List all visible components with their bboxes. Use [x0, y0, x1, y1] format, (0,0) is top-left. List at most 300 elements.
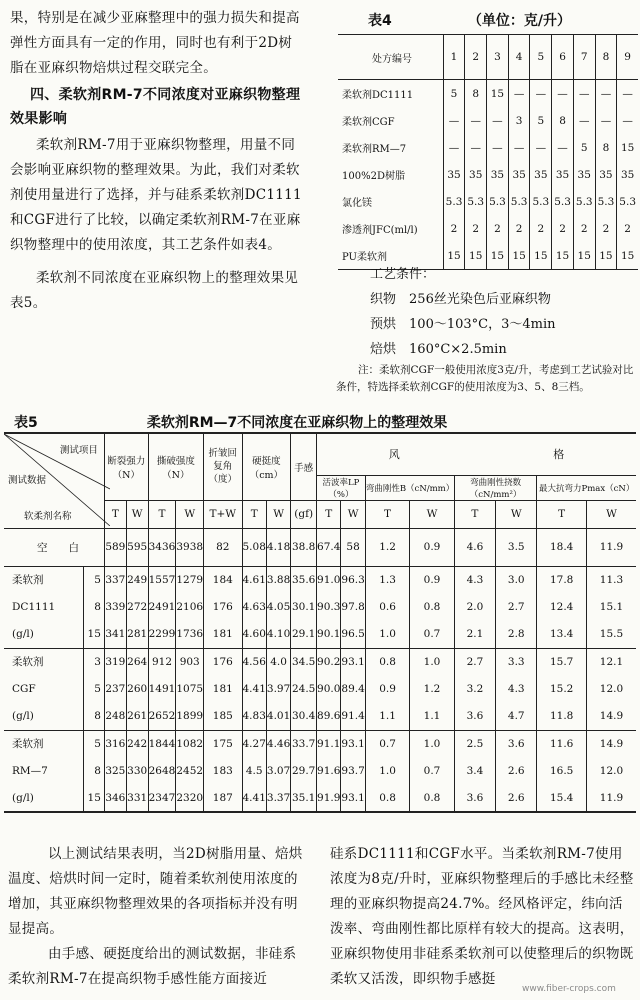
table5-cell: 3.88	[266, 566, 290, 593]
table4-cell: 2	[573, 215, 595, 242]
left-column-top	[10, 6, 302, 316]
table4-column-header: 4	[508, 35, 530, 80]
table5-cell: 0.8	[410, 593, 454, 620]
table4-cell: 35	[595, 161, 617, 188]
bottom-right-column	[330, 842, 634, 992]
table5-cell: 4.01	[266, 702, 290, 730]
table5-cell: 11.8	[537, 702, 587, 730]
table5-cell: 11.6	[537, 730, 587, 757]
table4-cell: 2	[617, 215, 638, 242]
table4-cell: —	[595, 107, 617, 134]
table4-cell: —	[465, 107, 487, 134]
table5-cell: 346	[104, 784, 126, 812]
table4-cell: 3	[508, 107, 530, 134]
prebake-label: 预烘	[370, 317, 397, 332]
table4-column-header: 2	[465, 35, 487, 80]
table5-cell: 2.6	[496, 784, 537, 812]
bottom-left-column	[8, 842, 308, 992]
table5-cell: 260	[126, 675, 148, 702]
process-row-prebake	[370, 312, 630, 337]
table4-cell: —	[573, 80, 595, 108]
table5-cell: 1.1	[365, 702, 409, 730]
col-hand: 手感	[291, 433, 317, 500]
table5-cell: 181	[204, 620, 242, 648]
table5-cell: 3.5	[496, 528, 537, 566]
table5-corner	[4, 433, 104, 528]
table5-cell: 4.27	[242, 730, 266, 757]
th-w: W	[496, 500, 537, 528]
table4-cell: 35	[443, 161, 465, 188]
table5-cell: 0.7	[365, 730, 409, 757]
table5-cell: 15.4	[537, 784, 587, 812]
table5-cell: 4.41	[242, 784, 266, 812]
table5-cell: 0.7	[410, 620, 454, 648]
paragraph: 由手感、硬挺度给出的测试数据，非硅系柔软剂RM-7在提高织物手感性能方面接近	[8, 946, 297, 987]
table4-row	[338, 80, 638, 108]
table5-cell: 1557	[148, 566, 176, 593]
table4-cell: 15	[508, 242, 530, 270]
table5-cell: 1279	[176, 566, 204, 593]
table5-cell: 15.7	[537, 648, 587, 675]
table5-cell: 1.2	[410, 675, 454, 702]
table5-cell: 91.6	[317, 757, 341, 784]
process-conditions	[370, 262, 630, 362]
table4-cell: —	[443, 134, 465, 161]
table5-cell: 341	[104, 620, 126, 648]
table4-row-label: 柔软剂CGF	[342, 117, 395, 128]
table5-softener-name: 柔软剂	[4, 566, 83, 593]
process-row-fabric	[370, 287, 630, 312]
table4-cell: 15	[617, 242, 638, 270]
table5-cell: 97.8	[341, 593, 365, 620]
table5-cell: 319	[104, 648, 126, 675]
table5-cell: 11.3	[586, 566, 636, 593]
table4-cell: —	[552, 80, 574, 108]
table5-cell: 93.1	[341, 784, 365, 812]
table4-cell: 15	[443, 242, 465, 270]
table4-cell: 15	[465, 242, 487, 270]
table5-cell: 237	[104, 675, 126, 702]
table4-cell: 15	[617, 134, 638, 161]
table5-softener-name: 柔软剂	[4, 730, 83, 757]
prebake-value: 100～103°C，3～4min	[409, 317, 556, 332]
table5-cell: 4.7	[496, 702, 537, 730]
table4-column-header: 9	[617, 35, 638, 80]
table4-cell: —	[465, 134, 487, 161]
table4-cell: —	[552, 134, 574, 161]
table5-cell: 35.1	[291, 784, 317, 812]
table5-cell: 183	[204, 757, 242, 784]
table5-cell: 242	[126, 730, 148, 757]
table5-cell: 1.0	[410, 648, 454, 675]
table5-cell: 3.6	[454, 784, 495, 812]
table5-row	[4, 730, 636, 757]
table5-cell: 2320	[176, 784, 204, 812]
table4-cell: —	[595, 80, 617, 108]
table5-cell: 16.5	[537, 757, 587, 784]
table4-cell: 5	[443, 80, 465, 108]
table5-cell: 1.0	[365, 757, 409, 784]
table5-cell: 91.0	[317, 566, 341, 593]
corner-mid: 测试数据	[8, 475, 47, 486]
table4-row-label: PU柔软剂	[338, 242, 443, 270]
table4-header-label: 处方编号	[338, 35, 443, 80]
table5-cell: 3.4	[454, 757, 495, 784]
col-tensile: 断裂强力（N）	[104, 433, 148, 500]
table4-column-header: 6	[552, 35, 574, 80]
table5-cell: 91.1	[317, 730, 341, 757]
fabric-label: 织物	[370, 292, 397, 307]
th-w: W	[410, 500, 454, 528]
table5-cell: 1736	[176, 620, 204, 648]
table5-cell: 89.6	[317, 702, 341, 730]
table5-cell: 325	[104, 757, 126, 784]
crease-label: 折皱回复角	[208, 448, 238, 473]
fabric-value: 256丝光染色后亚麻织物	[409, 292, 551, 307]
table4-cell: 2	[443, 215, 465, 242]
table4-note: 注：柔软剂CGF一般使用浓度3克/升，考虑到工艺试验对比条件，特选择柔软剂CGF的使用浓度为3、5、8三档。	[336, 364, 634, 393]
table5-cell: 903	[176, 648, 204, 675]
table5-cell: 2347	[148, 784, 176, 812]
table5-row	[4, 620, 636, 648]
table5-cell: 2.7	[454, 648, 495, 675]
table4-header-row	[338, 35, 638, 80]
table4-column-header: 3	[487, 35, 509, 80]
th-w: W	[126, 500, 148, 528]
table5-cell: 33.7	[291, 730, 317, 757]
table5-cell: 2106	[176, 593, 204, 620]
corner-bottom: 软柔剂名称	[24, 511, 72, 522]
table5-cell: 331	[126, 784, 148, 812]
table4-cell: 8	[595, 134, 617, 161]
table5-cell: 339	[104, 593, 126, 620]
table5-cell: 1.1	[410, 702, 454, 730]
table5-cell: 93.1	[341, 730, 365, 757]
table5-cell: 12.4	[537, 593, 587, 620]
table5-cell: 90.0	[317, 675, 341, 702]
table5-cell: 4.3	[454, 566, 495, 593]
table4-cell: 15	[573, 242, 595, 270]
table5-cell: 261	[126, 702, 148, 730]
table5-cell: 12.0	[586, 675, 636, 702]
section-heading: 四、柔软剂RM-7不同浓度对亚麻织物整理效果影响	[10, 87, 301, 127]
table4-row-label: 氯化镁	[342, 198, 372, 209]
table4-cell: 5.3	[443, 188, 465, 215]
table4-cell: 35	[573, 161, 595, 188]
table5-cell: 248	[104, 702, 126, 730]
table4-cell: 15	[487, 242, 509, 270]
table5-cell: 0.8	[365, 784, 409, 812]
table4-cell: 35	[487, 161, 509, 188]
table4-cell: 5.3	[552, 188, 574, 215]
table5-cell: 11.9	[586, 528, 636, 566]
col-tear: 撕破强度（N）	[148, 433, 203, 500]
table5-row	[4, 528, 636, 566]
watermark: www.fiber-crops.com	[522, 984, 616, 994]
table5-cell: 4.10	[266, 620, 290, 648]
table5-softener-name: (g/l)	[4, 702, 83, 730]
table4-row	[338, 188, 638, 215]
table4-cell: —	[617, 107, 638, 134]
table5-cell: 82	[204, 528, 242, 566]
table4-cell: —	[508, 80, 530, 108]
table5-cell: 30.4	[291, 702, 317, 730]
table4-cell: 35	[465, 161, 487, 188]
table5-cell: 176	[204, 593, 242, 620]
table5-concentration: 5	[83, 730, 104, 757]
table5-cell: 93.7	[341, 757, 365, 784]
table5-cell: 0.9	[365, 675, 409, 702]
table4-cell: 2	[530, 215, 552, 242]
table5-cell: 35.6	[291, 566, 317, 593]
th-w: W	[176, 500, 204, 528]
table5-cell: 4.5	[242, 757, 266, 784]
table5-cell: 17.8	[537, 566, 587, 593]
table4-row-label: 柔软剂RM—7	[342, 144, 407, 155]
th-t: T	[537, 500, 587, 528]
table4-cell: 5.3	[595, 188, 617, 215]
table5-cell: 15.2	[537, 675, 587, 702]
table5-title: 柔软剂RM—7不同浓度在亚麻织物上的整理效果	[146, 415, 448, 431]
paragraph: 果，特别是在减少亚麻整理中的强力损失和提高弹性方面具有一定的作用，同时也有利于2D树脂在亚麻织物焙烘过程交联完全。	[10, 10, 300, 76]
table5-cell: 11.9	[586, 784, 636, 812]
table5-cell: 0.7	[410, 757, 454, 784]
col-stiffness: 硬挺度（cm）	[242, 433, 291, 500]
table5-cell: 272	[126, 593, 148, 620]
th-t: T	[104, 500, 126, 528]
table5-cell: 1491	[148, 675, 176, 702]
table5-cell: 249	[126, 566, 148, 593]
table4-cell: 35	[552, 161, 574, 188]
table5-softener-name: CGF	[4, 675, 83, 702]
table5-cell: 4.83	[242, 702, 266, 730]
table5-row	[4, 566, 636, 593]
table5-cell: 0.8	[365, 648, 409, 675]
table4-row-label: 柔软剂DC1111	[342, 90, 414, 101]
table5-cell: 2491	[148, 593, 176, 620]
table4-cell: 2	[465, 215, 487, 242]
table5	[4, 432, 636, 813]
table5-cell: 337	[104, 566, 126, 593]
table5-cell: 187	[204, 784, 242, 812]
table5-cell: 4.61	[242, 566, 266, 593]
paragraph: 以上测试结果表明，当2D树脂用量、焙烘温度、焙烘时间一定时，随着柔软剂使用浓度的增加，其亚麻织物整理效果的各项指标并没有明显提高。	[8, 846, 303, 937]
table4-column-header: 1	[443, 35, 465, 80]
table5-cell: 18.4	[537, 528, 587, 566]
table5-cell: 13.4	[537, 620, 587, 648]
process-row-bake	[370, 337, 630, 362]
table5-softener-name: RM—7	[4, 757, 83, 784]
table4-row-label: 100%2D树脂	[342, 171, 405, 182]
table5-cell: 4.41	[242, 675, 266, 702]
table4-cell: —	[530, 134, 552, 161]
table5-cell: 90.1	[317, 620, 341, 648]
table4-row	[338, 107, 638, 134]
table4-cell: 2	[595, 215, 617, 242]
table5-cell: 4.56	[242, 648, 266, 675]
table5-cell: 96.5	[341, 620, 365, 648]
table5-concentration: 5	[83, 566, 104, 593]
th-hand-unit: (gf)	[291, 500, 317, 528]
table4-cell: —	[487, 134, 509, 161]
table5-cell: 3.07	[266, 757, 290, 784]
table5-cell: 90.2	[317, 648, 341, 675]
paragraph: 柔软剂不同浓度在亚麻织物上的整理效果见表5。	[10, 270, 299, 311]
th-w: W	[341, 500, 365, 528]
table5-cell: 3.6	[454, 702, 495, 730]
table5-cell: 2.7	[496, 593, 537, 620]
table5-cell: 29.7	[291, 757, 317, 784]
table5-cell: 4.60	[242, 620, 266, 648]
table5-cell: 93.1	[341, 648, 365, 675]
table5-concentration: 8	[83, 593, 104, 620]
table4-cell: —	[508, 134, 530, 161]
table5-cell: 91.9	[317, 784, 341, 812]
bake-label: 焙烘	[370, 342, 397, 357]
table4-row	[338, 215, 638, 242]
table4-title: 表4	[368, 13, 392, 29]
table4-cell: 2	[487, 215, 509, 242]
process-title: 工艺条件：	[370, 267, 436, 282]
table5-softener-name: (g/l)	[4, 620, 83, 648]
table5-cell: 2648	[148, 757, 176, 784]
table5-cell: 595	[126, 528, 148, 566]
table5-row	[4, 593, 636, 620]
table5-cell: 1.2	[365, 528, 409, 566]
table5-cell: 14.9	[586, 702, 636, 730]
th-w: W	[586, 500, 636, 528]
table5-concentration: 8	[83, 702, 104, 730]
table4-column-header: 5	[530, 35, 552, 80]
table5-cell: 0.6	[365, 593, 409, 620]
table4-column-header: 8	[595, 35, 617, 80]
table5-softener-name: 柔软剂	[4, 648, 83, 675]
table5-cell: 2299	[148, 620, 176, 648]
table5-cell: 3436	[148, 528, 176, 566]
table5-cell: 15.5	[586, 620, 636, 648]
table4-cell: 8	[552, 107, 574, 134]
table5-softener-name: 空 白	[4, 528, 104, 566]
table4-cell: 15	[530, 242, 552, 270]
table4-column-header: 7	[573, 35, 595, 80]
table5-cell: 1.3	[365, 566, 409, 593]
table5-cell: 4.63	[242, 593, 266, 620]
table4-cell: —	[573, 107, 595, 134]
table5-cell: 38.8	[291, 528, 317, 566]
table5-cell: 176	[204, 648, 242, 675]
style-b: 格	[553, 448, 565, 462]
table4-row	[338, 134, 638, 161]
paragraph: 硅系DC1111和CGF水平。当柔软剂RM-7使用浓度为8克/升时，亚麻织物整理后的手感比未经整理的亚麻织物提高24.7%。经风格评定，纬向活泼率、弯曲刚性都比原样有较大的提高。这表明，亚麻织物使用非硅系柔软剂可以使整理后的织物既柔软又活泼，即织物手感挺	[330, 846, 634, 987]
style-a: 风	[388, 448, 400, 462]
table4-cell: 35	[530, 161, 552, 188]
table5-cell: 281	[126, 620, 148, 648]
table5-cell: 1075	[176, 675, 204, 702]
table4-cell: —	[617, 80, 638, 108]
table5-cell: 0.9	[410, 528, 454, 566]
th-t: T	[365, 500, 409, 528]
table5-cell: 12.1	[586, 648, 636, 675]
table4-row-label: 渗透剂JFC(ml/l)	[342, 225, 418, 236]
table5-cell: 2652	[148, 702, 176, 730]
table5-cell: 15.1	[586, 593, 636, 620]
table5-cell: 14.9	[586, 730, 636, 757]
th-t: T	[454, 500, 495, 528]
table5-cell: 24.5	[291, 675, 317, 702]
crease-unit: （度）	[208, 474, 238, 486]
table5-softener-name: (g/l)	[4, 784, 83, 812]
table5-cell: 2.6	[496, 757, 537, 784]
table4-cell: 15	[487, 80, 509, 108]
table5-cell: 3938	[176, 528, 204, 566]
table5-caption	[14, 412, 634, 432]
table5-cell: 96.3	[341, 566, 365, 593]
table5-cell: 1844	[148, 730, 176, 757]
table5-cell: 91.4	[341, 702, 365, 730]
table5-row	[4, 757, 636, 784]
table5-cell: 1.0	[365, 620, 409, 648]
table4-cell: 5.3	[617, 188, 638, 215]
table4-cell: 5.3	[508, 188, 530, 215]
table4-cell: 35	[617, 161, 638, 188]
table5-cell: 3.37	[266, 784, 290, 812]
table5-cell: 1899	[176, 702, 204, 730]
table4-cell: 2	[552, 215, 574, 242]
table5-cell: 264	[126, 648, 148, 675]
table4-cell: 5.3	[530, 188, 552, 215]
table5-cell: 4.18	[266, 528, 290, 566]
table5-concentration: 15	[83, 784, 104, 812]
table5-cell: 30.1	[291, 593, 317, 620]
table5-cell: 4.3	[496, 675, 537, 702]
table5-row	[4, 702, 636, 730]
table4-cell: 5.3	[487, 188, 509, 215]
paragraph: 柔软剂RM-7用于亚麻织物整理，用量不同会影响亚麻织物的整理效果。为此，我们对柔软剂使用量进行了选择，并与硅系柔软剂DC1111和CGF进行了比较，以确定柔软剂RM-7在亚麻织物整理中的使用浓度，其工艺条件如表4。	[10, 137, 302, 253]
table4-cell: —	[443, 107, 465, 134]
table4-cell: 5	[573, 134, 595, 161]
table5-cell: 34.5	[291, 648, 317, 675]
table5-cell: 4.0	[266, 648, 290, 675]
table5-cell: 316	[104, 730, 126, 757]
table4-caption	[368, 10, 636, 30]
table5-cell: 2.5	[454, 730, 495, 757]
table4	[338, 34, 638, 270]
table5-row	[4, 675, 636, 702]
table5-cell: 12.0	[586, 757, 636, 784]
table5-cell: 89.4	[341, 675, 365, 702]
table4-cell: 5.3	[465, 188, 487, 215]
table5-cell: 2.8	[496, 620, 537, 648]
table4-cell: —	[530, 80, 552, 108]
table5-cell: 2.1	[454, 620, 495, 648]
table4-cell: —	[487, 107, 509, 134]
table5-cell: 185	[204, 702, 242, 730]
table5-cell: 3.97	[266, 675, 290, 702]
table5-cell: 2452	[176, 757, 204, 784]
table4-cell: 15	[595, 242, 617, 270]
table5-cell: 67.4	[317, 528, 341, 566]
table5-cell: 4.05	[266, 593, 290, 620]
table5-row	[4, 648, 636, 675]
table5-cell: 4.46	[266, 730, 290, 757]
table5-cell: 0.9	[410, 566, 454, 593]
th-t: T	[317, 500, 341, 528]
table5-cell: 3.3	[496, 648, 537, 675]
table5-cell: 181	[204, 675, 242, 702]
table5-cell: 3.0	[496, 566, 537, 593]
table5-cell: 3.6	[496, 730, 537, 757]
th-t: T	[242, 500, 266, 528]
